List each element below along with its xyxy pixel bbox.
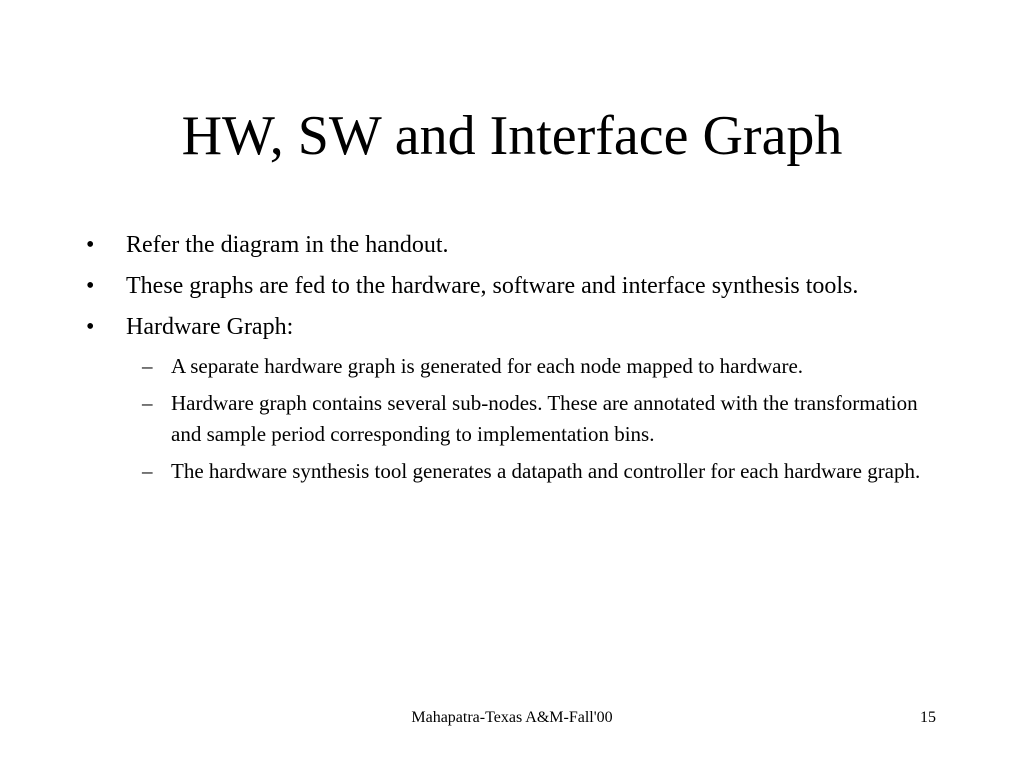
bullet-marker: • <box>86 232 95 258</box>
footer-source: Mahapatra-Texas A&M-Fall'00 <box>411 709 613 726</box>
slide-title: HW, SW and Interface Graph <box>181 105 843 167</box>
bullet-item <box>86 310 946 345</box>
sub-bullet-text: The hardware synthesis tool generates a datapath and controller for each hardware graph. <box>171 459 921 483</box>
bullet-text: These graphs are fed to the hardware, software and interface synthesis tools. <box>126 273 859 299</box>
sub-bullet-marker: – <box>142 354 153 378</box>
sub-bullet-text: Hardware graph contains several sub-nodes. These are annotated with the transformation and sample period corresponding to implementation bins. <box>171 391 918 446</box>
sub-bullet-item <box>86 388 946 450</box>
sub-bullet-marker: – <box>142 391 153 415</box>
bullet-item <box>86 228 946 263</box>
sub-bullet-marker: – <box>142 459 153 483</box>
bullet-text: Hardware Graph: <box>126 314 294 340</box>
sub-bullet-text: A separate hardware graph is generated for each node mapped to hardware. <box>171 354 804 378</box>
sub-bullet-item <box>86 456 946 487</box>
bullet-marker: • <box>86 273 95 299</box>
sub-bullet-item <box>86 351 946 382</box>
bullet-text: Refer the diagram in the handout. <box>126 232 449 258</box>
bullet-item <box>86 269 946 304</box>
page-number: 15 <box>920 709 936 726</box>
bullet-marker: • <box>86 314 95 340</box>
slide-body <box>86 228 946 493</box>
